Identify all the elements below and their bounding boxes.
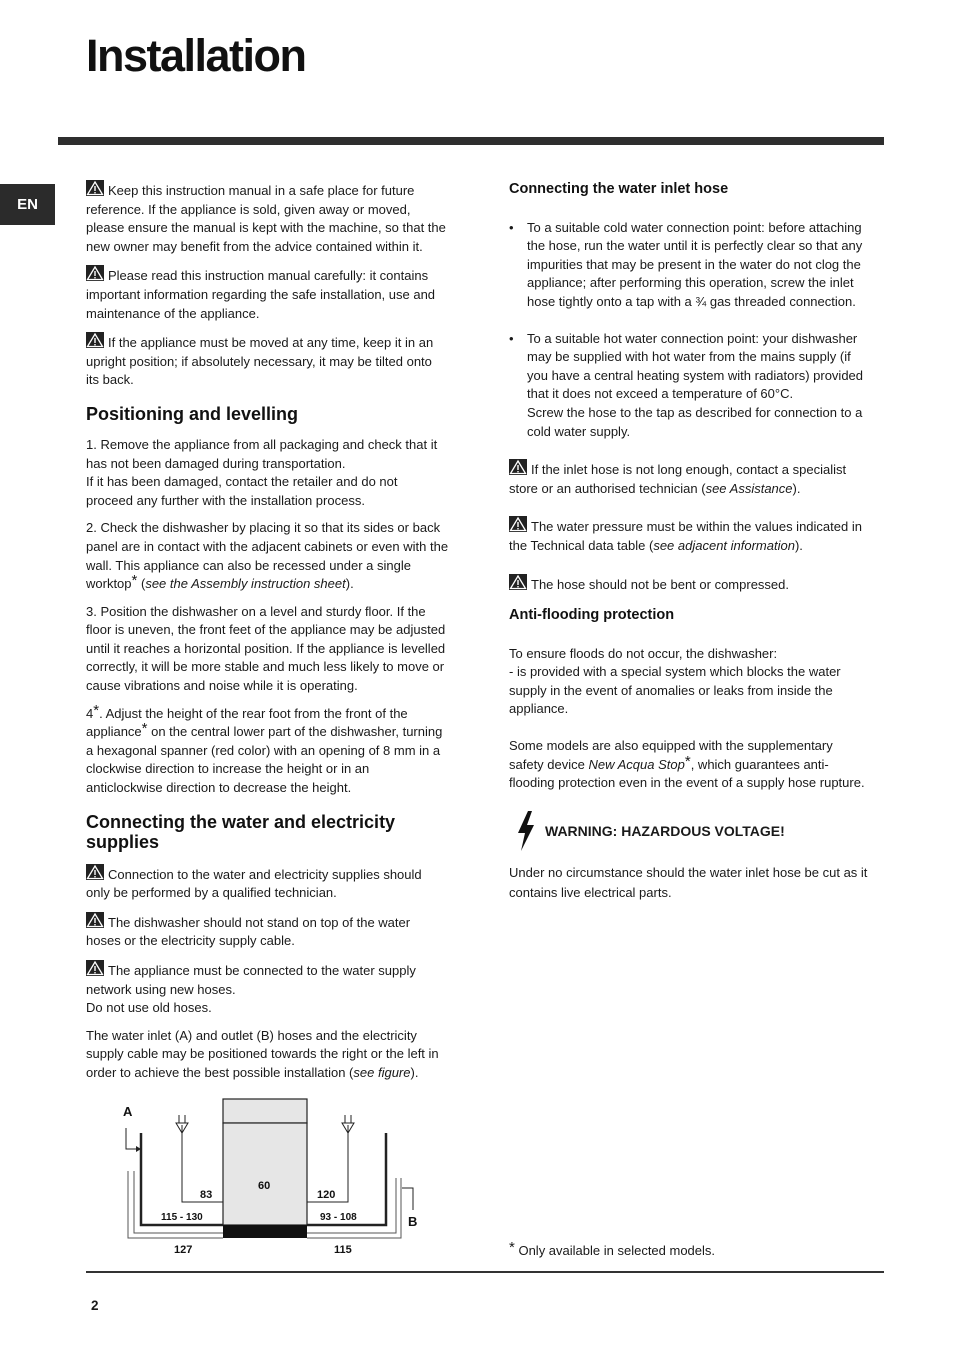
list-item [509,219,885,312]
text-line: appliance; after performing this operation, screw the inlet [527,275,854,291]
text-line: until it reaches a horizontal position. If the appliance is levelled [86,640,446,656]
text-line: appliance. [509,701,569,717]
text-line: The water inlet (A) and outlet (B) hoses and the electricity [86,1027,417,1043]
left-column [86,180,464,1092]
warning-icon [509,574,527,590]
text-line: To ensure floods do not occur, the dishwasher: [509,645,778,661]
voltage-warning-label: WARNING: HAZARDOUS VOLTAGE! [545,822,785,839]
text-fragment: store or an authorised technician ( [509,480,706,496]
text-line: Under no circumstance should the water inlet hose be cut as it [509,864,868,880]
warning-icon [86,864,104,880]
text-line: The water pressure must be within the values indicated in [531,519,862,535]
text-line: Keep this instruction manual in a safe place for future [108,183,415,198]
footnote-star: * [509,1239,515,1256]
text-line: network using new hoses. [86,981,236,997]
text-fragment: ). [794,537,803,553]
dim-83: 83 [200,1189,213,1201]
footnote-star: * [684,752,691,770]
reference-assembly-sheet: see the Assembly instruction sheet [145,576,346,592]
text-line: The appliance must be connected to the water supply [108,963,416,978]
text-fragment: ). [792,480,801,496]
text-line: - is provided with a special system which blocks the water [509,664,841,680]
heading-water-inlet: Connecting the water inlet hose [509,181,729,197]
warning-qualified-technician [86,864,464,903]
text-line: • To a suitable cold water connection point: before attaching [527,219,862,235]
warning-new-hoses [86,960,464,1018]
text-fragment: worktop [86,576,132,592]
dim-60: 60 [258,1180,271,1192]
text-line: new owner may benefit from the advice contained within it. [86,238,423,254]
text-line: • To a suitable hot water connection point: your dishwasher [527,330,858,346]
text-line: maintenance of the appliance. [86,305,260,321]
appliance-top [223,1099,307,1123]
warning-keep-manual [86,180,464,256]
reference-adjacent-information: see adjacent information [653,537,795,553]
footnote-text: Only available in selected models. [518,1243,716,1258]
reference-assistance: see Assistance [705,480,793,496]
text-line: impurities that may be present in the water do not clog the [527,256,861,272]
text-fragment: appliance [86,724,142,740]
voltage-text [509,863,885,903]
text-line: If the inlet hose is not long enough, contact a specialist [531,462,847,478]
text-fragment: ). [410,1064,419,1080]
text-line: you have a central heating system with radiators) provided [527,367,864,383]
text-fragment: order to achieve the best possible installation ( [86,1064,354,1080]
text-fragment: the Technical data table ( [509,537,654,553]
text-fragment: safety device [509,756,589,772]
text-line: 3. Position the dishwasher on a level and sturdy floor. If the [86,603,426,619]
text-line: cause vibrations and noise while it is operating. [86,678,358,694]
footnote-star: * [93,701,100,719]
text-fragment: , which guarantees anti- [690,756,829,772]
text-line: its back. [86,372,134,388]
header-rule [58,137,884,145]
step-3 [86,603,464,696]
text-line: Do not use old hoses. [86,1000,212,1016]
text-fragment: . Adjust the height of the rear foot from the front of the [99,705,408,721]
text-line: important information regarding the safe installation, use and [86,286,436,302]
heading-anti-flooding: Anti-flooding protection [509,607,675,624]
text-line: Connection to the water and electricity supplies should [108,866,422,882]
hose-b-marker [402,1188,413,1210]
label-b: B [408,1214,418,1229]
text-line: correctly, it will be more stable and much less likely to move or [86,659,445,675]
text-fragment: on the central lower part of the dishwasher, turning [147,724,443,740]
right-column [509,180,885,912]
text-line: supply cable may be positioned towards the right or the left in [86,1046,439,1062]
text-line: has not been damaged during transportation. [86,455,346,471]
flood-text-2 [509,737,885,793]
warning-read-manual [86,265,464,323]
hose-position-text [86,1027,464,1083]
text-line: floor is uneven, the front feet of the appliance may be adjusted [86,622,446,638]
warning-icon [86,180,104,196]
product-name: New Acqua Stop [588,756,685,772]
text-line: Some models are also equipped with the supplementary [509,738,833,754]
text-line: that it does not exceed a temperature of 60°C. [527,386,794,402]
step-4 [86,701,464,798]
text-line: contains live electrical parts. [509,884,672,900]
footer-rule [86,1271,884,1273]
lightning-bolt-icon [515,811,537,851]
voltage-warning [515,811,885,851]
text-line: flooding protection even in the event of a supply hose rupture. [509,775,865,791]
text-line: Please read this instruction manual carefully: it contains [108,268,429,284]
text-line: a hexagonal spanner (red color) with an opening of 8 mm in a [86,742,441,758]
text-line: Screw the hose to the tap as described for connection to a [527,404,863,420]
text-line: 2. Check the dishwasher by placing it so that its sides or back [86,520,441,536]
text-line: please ensure the manual is kept with the machine, so that the [86,220,446,236]
text-line: may be supplied with hot water from the mains supply (if [527,349,851,365]
page-number: 2 [91,1298,99,1313]
appliance-body [223,1123,307,1225]
label-a: A [123,1104,133,1119]
warning-icon [509,516,527,532]
heading-line: supplies [86,831,160,852]
warning-water-pressure [509,516,885,555]
dim-115-130: 115 - 130 [161,1212,203,1223]
warning-icon [509,459,527,475]
step-2 [86,519,464,593]
dim-115: 115 [334,1244,352,1256]
text-line: If it has been damaged, contact the retailer and do not [86,474,398,490]
language-tab: EN [0,184,55,225]
warning-icon [86,912,104,928]
text-fragment: 4 [86,705,94,721]
installation-diagram [110,1095,430,1260]
footnote-star: * [141,720,148,738]
text-line: proceed any further with the installation process. [86,492,365,508]
text-line: supply in the event of anomalies or leaks from inside the [509,682,833,698]
text-line: reference. If the appliance is sold, given away or moved, [86,201,411,217]
text-line: 1. Remove the appliance from all packaging and check that it [86,436,438,452]
footnote-star: * [131,572,138,590]
warning-icon [86,332,104,348]
text-line: hose tightly onto a tap with a ¾ gas threaded connection. [527,293,856,309]
text-fragment: ( [137,576,146,592]
dim-120: 120 [317,1189,336,1201]
text-line: anticlockwise direction to decrease the height. [86,780,352,796]
heading-positioning: Positioning and levelling [86,403,299,424]
text-line: only be performed by a qualified technician. [86,885,337,901]
heading-line: Connecting the water and electricity [86,811,396,832]
warning-hose-bent [509,574,885,595]
text-line: If the appliance must be moved at any time, keep it in an [108,335,434,351]
hose-a-marker [126,1128,136,1149]
text-line: hoses or the electricity supply cable. [86,933,295,949]
text-line: The dishwasher should not stand on top of the water [108,914,411,930]
text-line: panel are in contact with the adjacent cabinets or even with the [86,538,449,554]
text-line: upright position; if absolutely necessary, it may be tilted onto [86,353,432,369]
dim-93-108: 93 - 108 [320,1212,357,1223]
list-item [509,330,885,442]
appliance-base [223,1225,307,1238]
warning-moving [86,332,464,390]
text-line: the hose, run the water until it is perfectly clear so that any [527,238,863,254]
heading-connecting-supplies [86,812,464,852]
reference-figure: see figure [353,1064,411,1080]
dim-127: 127 [174,1244,193,1256]
warning-icon [86,960,104,976]
text-line: wall. This appliance can also be recessed under a single [86,557,411,573]
page-title: Installation [86,30,306,81]
text-line: clockwise direction to increase the height or in an [86,761,370,777]
text-line: cold water supply. [527,423,631,439]
text-line: The hose should not be bent or compressed. [531,576,789,592]
flood-text-1 [509,645,885,719]
text-fragment: ). [345,576,354,592]
step-1 [86,436,464,510]
warning-inlet-length [509,459,885,498]
warning-icon [86,265,104,281]
inlet-bullet-list [509,219,885,442]
footnote [509,1239,716,1258]
warning-hoses [86,912,464,951]
